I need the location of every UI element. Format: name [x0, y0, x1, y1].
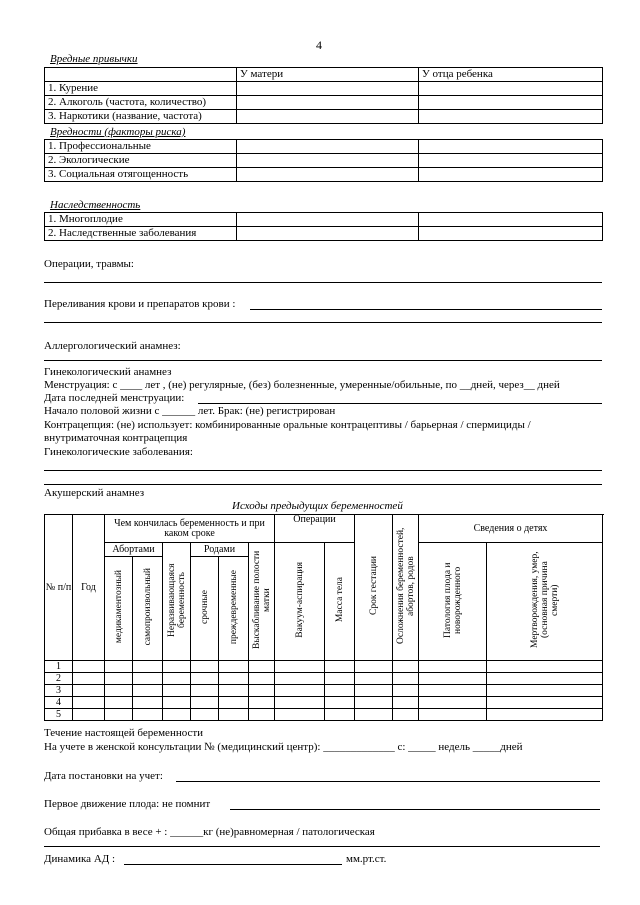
- bp-label: Динамика АД :: [44, 853, 116, 865]
- menstruation-text: Менструация: с ____ лет , (не) регулярные, (без) болезненные, умеренные/обильные, по __дней, через__ дней: [44, 379, 560, 391]
- page-number: 4: [316, 38, 322, 52]
- table-row: 1: [45, 661, 603, 673]
- bp-line[interactable]: [124, 864, 342, 865]
- allergy-label: Аллергологический анамнез:: [44, 340, 181, 352]
- transfusion-line[interactable]: [250, 309, 602, 310]
- transfusion-line-2[interactable]: [44, 322, 602, 323]
- hazards-heading: Вредности (факторы риска): [50, 126, 186, 138]
- sexual-life-text: Начало половой жизни с ______ лет. Брак: (не) регистрирован: [44, 405, 336, 417]
- col-mother: У матери: [237, 68, 419, 82]
- col-complications-header: Осложнения беременностей, абортов, родов: [393, 515, 419, 661]
- reg-date-line[interactable]: [176, 781, 600, 782]
- last-menstruation-label: Дата последней менструации:: [44, 392, 185, 404]
- heredity-heading: Наследственность: [50, 199, 141, 211]
- col-gestation-header: Срок гестации: [355, 515, 393, 661]
- transfusion-label: Переливания крови и препаратов крови :: [44, 298, 236, 310]
- bp-unit: мм.рт.ст.: [346, 853, 387, 865]
- table-row: 4: [45, 697, 603, 709]
- gyn-diseases-line[interactable]: [44, 470, 602, 471]
- table-row: 2: [45, 673, 603, 685]
- first-movement-line[interactable]: [230, 809, 600, 810]
- col-curettage-header: Выскабливание полости матки: [249, 543, 275, 661]
- col-medical-header: медикаментозный: [105, 557, 133, 661]
- gyn-diseases-line-2[interactable]: [44, 484, 602, 485]
- contraception-text-2: внутриматочная контрацепция: [44, 432, 188, 444]
- reg-date-label: Дата постановки на учет:: [44, 770, 163, 782]
- contraception-text: Контрацепция: (не) использует: комбинированные оральные контрацептивы / барьерная / спермициды /: [44, 419, 531, 431]
- table-row: 1. Курение: [45, 82, 603, 96]
- col-abortions-header: Абортами: [105, 543, 163, 557]
- table-row: 5: [45, 709, 603, 721]
- gyn-diseases-label: Гинекологические заболевания:: [44, 446, 193, 458]
- habits-table: [44, 67, 603, 124]
- col-vacuum-header: Вакуум-аспирация: [275, 543, 325, 661]
- col-children-header: Сведения о детях: [419, 515, 603, 543]
- obstetric-table: [44, 514, 603, 721]
- habits-heading: Вредные привычки: [50, 53, 138, 65]
- table-row: 2. Наследственные заболевания: [45, 227, 603, 241]
- col-stillbirth-header: Мертворождения, умер, (основная причина смерти): [487, 543, 603, 661]
- hazards-table: [44, 139, 603, 182]
- col-pathology-header: Патология плода и новорожденного: [419, 543, 487, 661]
- weight-gain-text: Общая прибавка в весе + : ______кг (не)равномерная / патологическая: [44, 826, 375, 838]
- weight-gain-line[interactable]: [44, 846, 600, 847]
- col-weight-header: Масса тела: [325, 543, 355, 661]
- operations-line[interactable]: [44, 282, 602, 283]
- table-row: 3: [45, 685, 603, 697]
- col-spontaneous-header: самопроизвольный: [133, 557, 163, 661]
- col-father: У отца ребенка: [419, 68, 603, 82]
- operations-label: Операции, травмы:: [44, 258, 134, 270]
- table-row: 3. Социальная отягощенность: [45, 168, 603, 182]
- col-end-group-header: Чем кончилась беременность и при каком сроке: [105, 515, 275, 543]
- table-row: 1. Многоплодие: [45, 213, 603, 227]
- col-term-header: срочные: [191, 557, 219, 661]
- obstetric-table-title: Исходы предыдущих беременностей: [232, 500, 403, 512]
- table-row: 3. Наркотики (название, частота): [45, 110, 603, 124]
- heredity-table: [44, 212, 603, 241]
- current-heading: Течение настоящей беременности: [44, 727, 204, 739]
- registered-text: На учете в женской консультации № (медицинский центр): _____________ с: _____ недель _____дней: [44, 741, 523, 753]
- col-births-header: Родами: [191, 543, 249, 557]
- gyn-heading: Гинекологический анамнез: [44, 366, 172, 378]
- table-row: 1. Профессиональные: [45, 140, 603, 154]
- col-preterm-header: преждевременные: [219, 557, 249, 661]
- col-num-header: № п/п: [45, 515, 73, 661]
- col-year-header: Год: [73, 515, 105, 661]
- obstetric-heading: Акушерский анамнез: [44, 487, 145, 499]
- col-operations-header: Операции: [275, 515, 355, 543]
- table-row: 2. Экологические: [45, 154, 603, 168]
- col-nondeveloping-header: Неразвивающаяся беременность: [163, 543, 191, 661]
- allergy-line[interactable]: [44, 360, 602, 361]
- table-row: 2. Алкоголь (частота, количество): [45, 96, 603, 110]
- last-menstruation-line[interactable]: [198, 403, 602, 404]
- first-movement-label: Первое движение плода: не помнит: [44, 798, 211, 810]
